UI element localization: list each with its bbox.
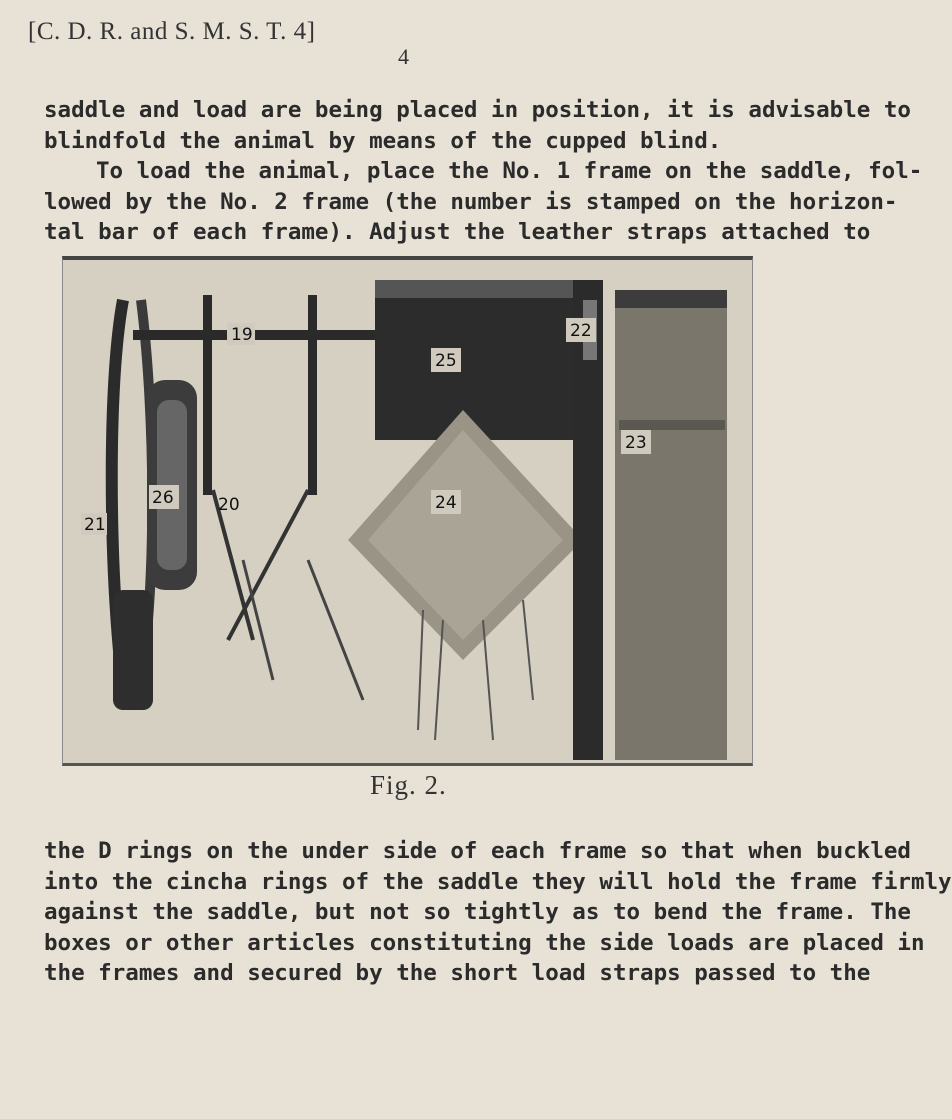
paragraph-top (44, 95, 923, 248)
paragraph-bottom (44, 836, 952, 989)
text-line: To load the animal, place the No. 1 frame on the saddle, fol- (96, 158, 923, 184)
figure-photograph (62, 256, 753, 766)
figure-illustration (63, 260, 752, 763)
figure-label-23: 23 (625, 433, 647, 453)
figure-label-19: 19 (231, 325, 253, 345)
figure-label-22: 22 (570, 321, 592, 341)
text-line: against the saddle, but not so tightly as to bend the frame. The (44, 899, 911, 925)
figure-label-20: 20 (218, 495, 240, 515)
page-header-reference: [C. D. R. and S. M. S. T. 4] (28, 18, 316, 45)
figure-label-26: 26 (152, 488, 174, 508)
text-line: tal bar of each frame). Adjust the leather straps attached to (44, 219, 871, 245)
page-number: 4 (398, 44, 409, 69)
figure-label-24: 24 (435, 493, 457, 513)
text-line: into the cincha rings of the saddle they will hold the frame firmly (44, 868, 952, 895)
figure-label-21: 21 (84, 515, 106, 535)
text-line: the frames and secured by the short load straps passed to the (44, 960, 871, 986)
text-line: saddle and load are being placed in position, it is advisable to (44, 97, 911, 123)
text-line: lowed by the No. 2 frame (the number is stamped on the horizon- (44, 188, 898, 215)
text-line: the D rings on the under side of each frame so that when buckled (44, 838, 911, 864)
text-line: boxes or other articles constituting the side loads are placed in (44, 929, 925, 956)
text-line: blindfold the animal by means of the cupped blind. (44, 127, 722, 154)
figure-caption: Fig. 2. (370, 770, 447, 800)
figure-label-25: 25 (435, 351, 457, 371)
